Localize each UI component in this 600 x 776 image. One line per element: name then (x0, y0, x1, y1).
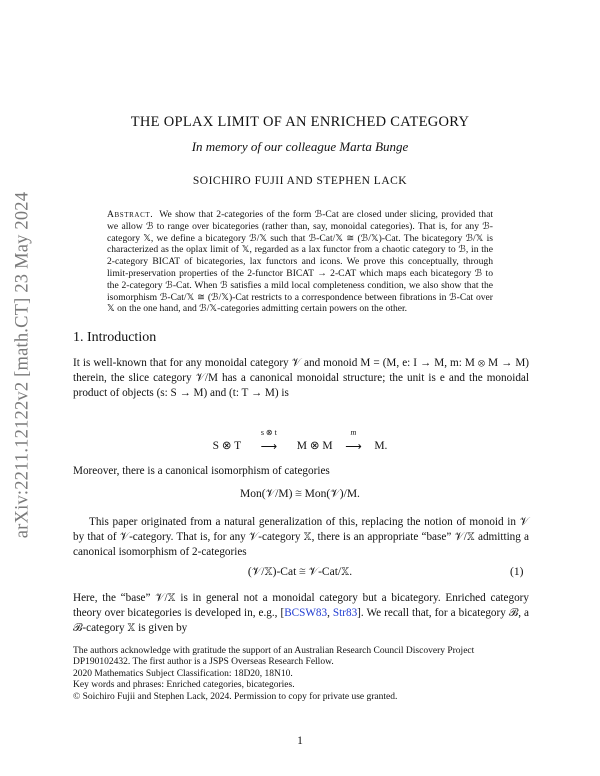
intro-paragraph-3: This paper originated from a natural generalization of this, replacing the notion of monoid in 𝒱 by that of 𝒱-category. That is, for any 𝒱-category 𝕏, there is an appropriate “base” 𝒱/𝕏 admitting a canonical isomorphism of 2-categories (73, 516, 529, 559)
paper-title: THE OPLAX LIMIT OF AN ENRICHED CATEGORY (130, 114, 470, 130)
footnotes (73, 646, 529, 703)
long-arrow-icon: ⟶ (260, 441, 278, 454)
paragraph-4-end: ]. We recall that, for a bicategory ℬ, a ℬ-category 𝕏 is given by (73, 607, 530, 635)
dedication: In memory of our colleague Marta Bunge (191, 139, 409, 154)
abstract-text: We show that 2-categories of the form ℬ-Cat are closed under slicing, provided that we allow ℬ to range over bicategories (rather than, say, monoidal categories). That is, for any ℬ-category 𝕏, we define a bicategory ℬ/𝕏 such that ℬ-Cat/𝕏 ≅ (ℬ/𝕏)-Cat. The bicategory ℬ/𝕏 is characterized as the oplax limit of 𝕏, regarded as a lax functor from a chaotic category to ℬ, in the 2-category BICAT of bicategories, lax functors and icons. We prove this conceptually, through limit-preservation properties of the 2-functor BICAT → 2-CAT which maps each bicategory ℬ to the 2-category ℬ-Cat. When ℬ satisfies a mild local completeness condition, we also show that the isomorphism ℬ-Cat/𝕏 ≅ (ℬ/𝕏)-Cat restricts to a correspondence between fibrations in ℬ-Cat over 𝕏 on the one hand, and ℬ/𝕏-categories admitting certain powers on the other. (107, 209, 493, 315)
equation-left: S ⊗ T (212, 440, 241, 452)
arrow-s-tensor-t (244, 428, 294, 454)
footnote-copyright: © Soichiro Fujii and Stephen Lack, 2024. Permission to copy for private use granted. (73, 691, 398, 702)
footnote-keywords: Key words and phrases: Enriched categories, bicategories. (73, 680, 295, 691)
page-number: 1 (297, 735, 303, 747)
equation-right: M. (374, 440, 388, 452)
footnote-msc: 2020 Mathematics Subject Classification: 18D20, 18N10. (73, 668, 293, 679)
abstract-label: Abstract. (107, 209, 154, 220)
equation-monoidal-product (0, 428, 600, 454)
citation-str83[interactable]: Str83 (332, 607, 358, 620)
paragraph-4-start: Here, the “base” 𝒱/𝕏 is in general not a monoidal category but a bicategory. Enriched category theory over bicategories is developed in, e.g., [ (73, 592, 529, 620)
section-heading: 1. Introduction (73, 330, 157, 345)
footnote-acknowledgement: The authors acknowledge with gratitude the support of an Australian Research Council Discovery Project DP190102432. The first author is a JSPS Overseas Research Fellow. (73, 646, 475, 668)
equation-cat-isomorphism: (𝒱/𝕏)-Cat ≅ 𝒱-Cat/𝕏. (247, 566, 353, 578)
arrow-label-m: m (350, 428, 357, 438)
intro-paragraph-4: Here, the “base” 𝒱/𝕏 is in general not a monoidal category but a bicategory. Enriched category theory over bicategories is developed in, e.g., [BCSW83, Str83]. We recall that, for a bicategory ℬ, a ℬ-category 𝕏 is given by (73, 592, 530, 635)
equation-middle: M ⊗ M (296, 440, 333, 452)
arrow-label-s-tensor-t: s ⊗ t (260, 428, 277, 438)
equation-mon-isomorphism: Mon(𝒱/M) ≅ Mon(𝒱)/M. (240, 488, 360, 500)
equation-number: (1) (510, 566, 524, 578)
long-arrow-icon: ⟶ (345, 441, 362, 454)
author-list: SOICHIRO FUJII AND STEPHEN LACK (192, 175, 408, 187)
arxiv-identifier-sidebar (2, 165, 44, 565)
arxiv-identifier: arXiv:2211.12122v2 [math.CT] 23 May 2024 (12, 191, 33, 539)
intro-paragraph-1: It is well-known that for any monoidal category 𝒱 and monoid M = (M, e: I → M, m: M ⊗ M → M) therein, the slice category 𝒱/M has a canonical monoidal structure; the unit is e and the monoidal product of objects (s: S → M) and (t: T → M) is (73, 357, 529, 400)
abstract (107, 209, 493, 315)
intro-paragraph-2: Moreover, there is a canonical isomorphism of categories (73, 465, 330, 477)
arrow-m (335, 428, 371, 454)
citation-bcsw83[interactable]: BCSW83 (284, 607, 328, 620)
